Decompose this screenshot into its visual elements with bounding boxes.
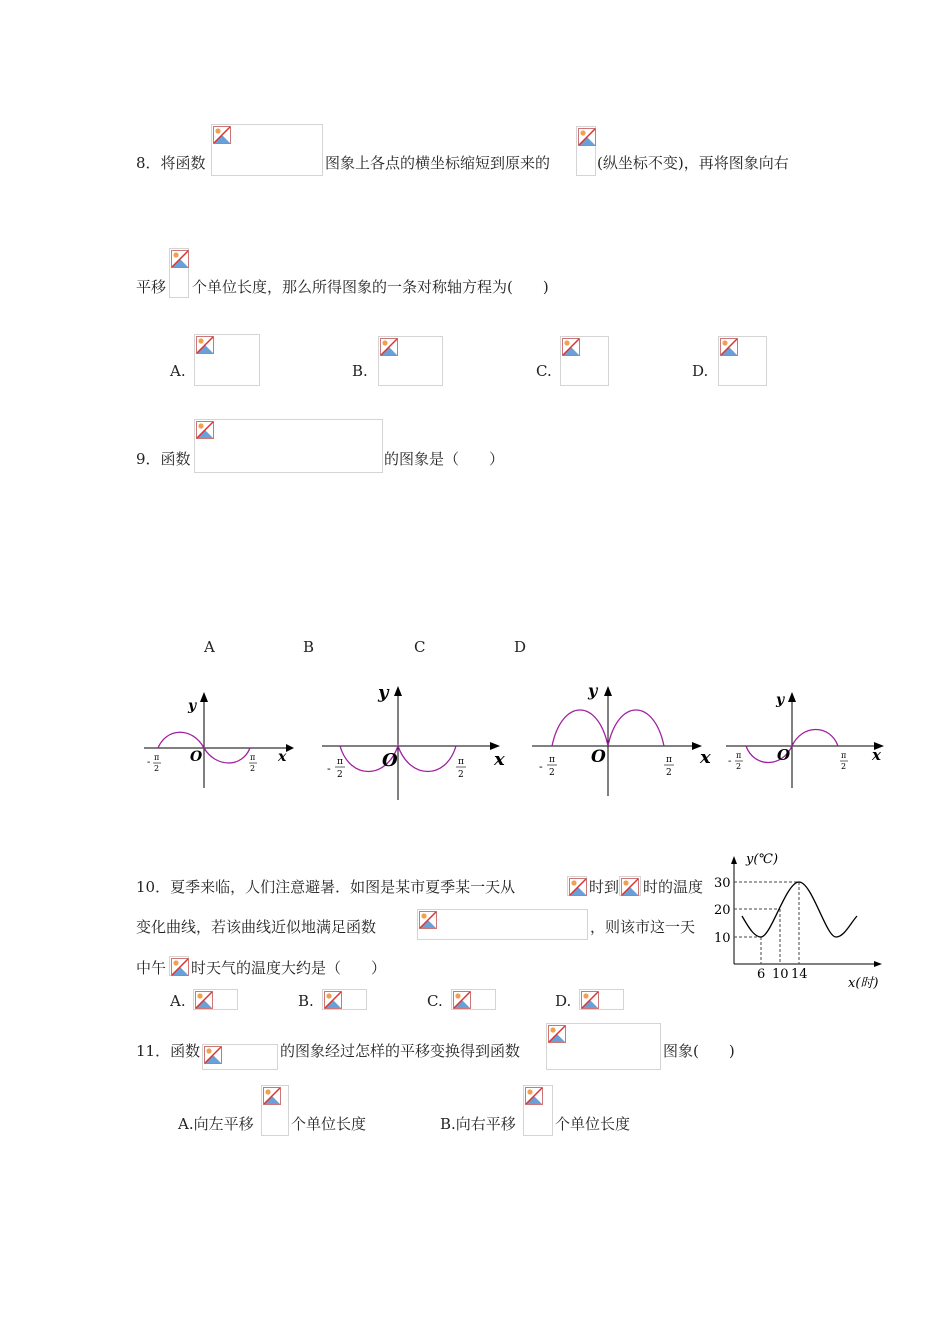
formula-image-placeholder [546,1023,661,1070]
broken-image-icon [196,421,214,439]
formula-image-placeholder [202,1044,278,1070]
q9-suffix: 的图象是（ ） [384,450,505,468]
q8-line2-suffix: 个单位长度，那么所得图象的一条对称轴方程为( ) [192,278,549,296]
ytick-20: 20 [714,903,731,918]
broken-image-icon [324,991,342,1009]
graph-c [530,680,720,800]
axis-y-label: y [188,698,197,714]
origin-label: O [777,746,791,764]
two-label: 2 [250,764,256,773]
broken-image-icon [419,911,437,929]
q11-option-a: A.向左平移 [178,1115,254,1133]
formula-image-placeholder [322,989,367,1010]
q8-paren: (纵坐标不变)，再将图象向右 [597,154,789,172]
two-label: 2 [841,762,847,771]
q10-option-c: C. [427,992,443,1010]
broken-image-icon [621,878,639,896]
xtick-10: 10 [772,967,789,982]
broken-image-icon [380,338,398,356]
formula-image-placeholder [560,336,609,386]
q9-option-d-label: D [514,638,527,656]
axis-y-label: y [378,682,389,703]
neg-sign: - [728,756,732,767]
broken-image-icon [171,250,189,268]
q9-option-c-label: C [414,638,426,656]
axis-y-label: y [776,692,785,708]
broken-image-icon [213,126,231,144]
q10-line1-b: 时到 [589,878,620,896]
formula-image-placeholder [193,989,238,1010]
two-label: 2 [337,770,343,780]
xtick-6: 6 [757,967,766,982]
formula-image-placeholder [194,419,383,473]
pi-label: π [154,753,160,762]
formula-image-placeholder [619,876,641,896]
broken-image-icon [525,1087,543,1105]
q9-option-b-label: B [303,638,315,656]
origin-label: O [190,749,203,765]
formula-image-placeholder [451,989,496,1010]
graph-b [318,680,518,804]
q11-prefix: 11．函数 [136,1042,201,1060]
q10-option-b: B. [298,992,314,1010]
ytick-30: 30 [714,876,731,891]
formula-image-placeholder [523,1085,553,1136]
q11-mid: 的图象经过怎样的平移变换得到函数 [280,1042,521,1060]
graph-d [722,688,892,792]
pi-label: π [458,757,464,767]
pi-label: π [337,757,343,767]
formula-image-placeholder [169,248,189,298]
q11-option-a-unit: 个单位长度 [291,1115,367,1133]
q11-suffix: 图象( ) [663,1042,735,1060]
axis-x-label: x [278,749,287,765]
q8-option-c: C. [536,362,552,380]
pi-label: π [666,755,672,765]
axis-x-label: x [700,747,711,768]
broken-image-icon [562,338,580,356]
q10-option-a: A. [170,992,186,1010]
graph-a [140,688,300,792]
formula-image-placeholder [579,989,624,1010]
broken-image-icon [569,878,587,896]
formula-image-placeholder [378,336,443,386]
q11-option-b-unit: 个单位长度 [555,1115,631,1133]
axis-x-label: x [494,749,505,770]
q10-line2-b: ，则该市这一天 [590,918,696,936]
broken-image-icon [548,1025,566,1043]
q10-option-d: D. [555,992,572,1010]
q10-line2-a: 变化曲线，若该曲线近似地满足函数 [136,918,377,936]
chart-ylabel: y(℃) [746,852,779,867]
q9-option-a-label: A [204,638,215,656]
broken-image-icon [720,338,738,356]
broken-image-icon [578,128,596,146]
formula-image-placeholder [194,334,260,386]
broken-image-icon [196,336,214,354]
q8-option-d: D. [692,362,709,380]
formula-image-placeholder [261,1085,289,1136]
pi-label: π [841,751,847,760]
formula-image-placeholder [567,876,587,896]
q10-line1: 10．夏季来临，人们注意避暑．如图是某市夏季某一天从 [136,878,516,896]
neg-sign: - [147,757,151,768]
formula-image-placeholder [211,124,323,176]
formula-image-placeholder [417,909,588,940]
q8-line2-prefix: 平移 [136,278,167,296]
two-label: 2 [736,762,742,771]
q8-mid: 图象上各点的横坐标缩短到原来的 [325,154,551,172]
origin-label: O [591,747,606,767]
neg-sign: - [539,760,543,773]
temperature-chart [708,846,888,996]
q8-option-b: B. [352,362,368,380]
two-label: 2 [666,768,672,778]
pi-label: π [549,755,555,765]
q11-option-b: B.向右平移 [440,1115,516,1133]
q8-option-a: A. [170,362,186,380]
axis-x-label: x [872,746,881,764]
chart-xlabel: x(时) [848,976,879,991]
broken-image-icon [171,958,189,976]
q10-line3-a: 中午 [136,959,167,977]
neg-sign: - [327,762,331,775]
q10-line3-b: 时天气的温度大约是（ ） [191,959,387,977]
two-label: 2 [458,770,464,780]
formula-image-placeholder [169,956,189,976]
broken-image-icon [195,991,213,1009]
origin-label: O [382,750,398,771]
q8-prefix: 8．将函数 [136,154,206,172]
ytick-10: 10 [714,931,731,946]
formula-image-placeholder [576,126,596,176]
q9-prefix: 9．函数 [136,450,191,468]
broken-image-icon [263,1087,281,1105]
two-label: 2 [154,764,160,773]
formula-image-placeholder [718,336,767,386]
pi-label: π [250,753,256,762]
broken-image-icon [204,1046,222,1064]
two-label: 2 [549,768,555,778]
axis-y-label: y [588,681,598,700]
xtick-14: 14 [791,967,808,982]
q10-line1-c: 时的温度 [643,878,704,896]
broken-image-icon [581,991,599,1009]
broken-image-icon [453,991,471,1009]
pi-label: π [736,751,742,760]
